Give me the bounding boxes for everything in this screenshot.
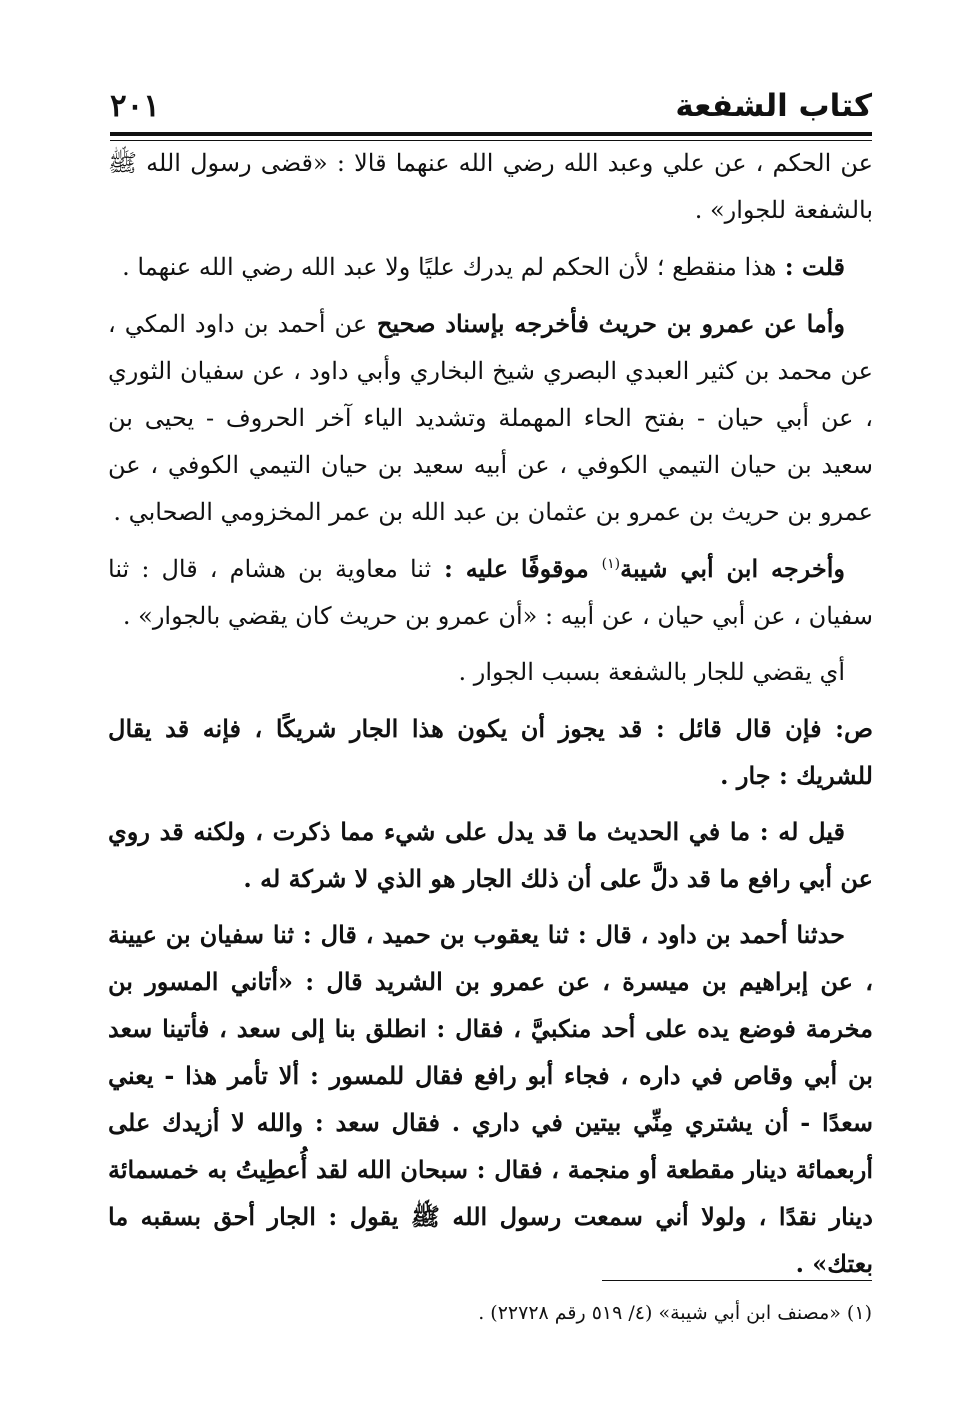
footnote-area: [108, 1280, 872, 1350]
paragraph-1: عن الحكم ، عن علي وعبد الله رضي الله عنهما قالا : «قضى رسول الله ﷺ بالشفعة للجوار» .: [108, 149, 873, 224]
paragraph-3: [108, 300, 873, 536]
paragraph-3-text: عن أحمد بن داود المكي ، عن محمد بن كثير العبدي البصري شيخ البخاري وأبي داود ، عن سفيان الثوري ، عن أبي حيان - بفتح الحاء المهملة وتشديد الياء آخر الحروف - يحيى بن سعيد بن حيان التيمي الكوفي ، عن أبيه سعيد بن حيان التيمي الكوفي ، عن عمرو بن حريث بن عمرو بن عثمان بن عبد الله بن عمر المخزومي الصحابي .: [108, 310, 873, 526]
paragraph-4-bold-a: وأخرجه ابن أبي شيبة: [620, 554, 845, 583]
footnote-text: (١) «مصنف ابن أبي شيبة» (٤/ ٥١٩ رقم ٢٢٧٢٨) .: [478, 1302, 872, 1324]
page-number: ٢٠١: [110, 88, 160, 124]
paragraph-2-label: قلت :: [776, 252, 845, 281]
page-header: [110, 70, 872, 136]
paragraph-5: أي يقضي للجار بالشفعة بسبب الجوار .: [458, 658, 845, 686]
footnote-marker: (١): [601, 556, 621, 572]
paragraph-6: ص: فإن قال قائل : قد يجوز أن يكون هذا الجار شريكًا ، فإنه قد يقال للشريك : جار .: [108, 714, 873, 790]
paragraph-3-bold: وأما عن عمرو بن حريث فأخرجه بإسناد صحيح: [367, 309, 845, 338]
running-title: كتاب الشفعة: [675, 88, 872, 124]
footnote-separator: [602, 1280, 872, 1281]
paragraph-8: حدثنا أحمد بن داود ، قال : ثنا يعقوب بن حميد ، قال : ثنا سفيان بن عيينة ، عن إبراهيم بن ميسرة ، عن عمرو بن الشريد قال : «أتاني المسور بن مخرمة فوضع يده على أحد منكبيَّ ، فقال : انطلق بنا إلى سعد ، فأتينا سعد بن أبي وقاص في داره ، فجاء أبو رافع فقال للمسور : ألا تأمر هذا - يعني سعدًا - أن يشتري مِنِّي بيتين في داري . فقال سعد : والله لا أزيدك على أربعمائة دينار مقطعة أو منجمة ، فقال : سبحان الله لقد أُعطِيتُ به خمسمائة دينار نقدًا ، ولولا أني سمعت رسول الله ﷺ يقول : الجار أحق بسقبه ما بعتك» .: [108, 920, 874, 1278]
paragraph-4: [108, 545, 873, 640]
paragraph-4-bold-b: موقوفًا عليه :: [431, 554, 602, 583]
paragraph-2: [108, 243, 873, 291]
paragraph-2-text: هذا منقطع ؛ لأن الحكم لم يدرك عليًا ولا عبد الله رضي الله عنهما .: [122, 253, 777, 281]
main-text: [108, 140, 873, 1296]
paragraph-4-text: ثنا معاوية بن هشام ، قال : ثنا سفيان ، عن أبي حيان ، عن أبيه : «أن عمرو بن حريث كان يقضي بالجوار» .: [108, 555, 873, 630]
paragraph-7: قيل له : ما في الحديث ما قد يدل على شيء مما ذكرت ، ولكنه قد روي عن أبي رافع ما قد دلَّ على أن ذلك الجار هو الذي لا شركة له .: [108, 817, 873, 893]
